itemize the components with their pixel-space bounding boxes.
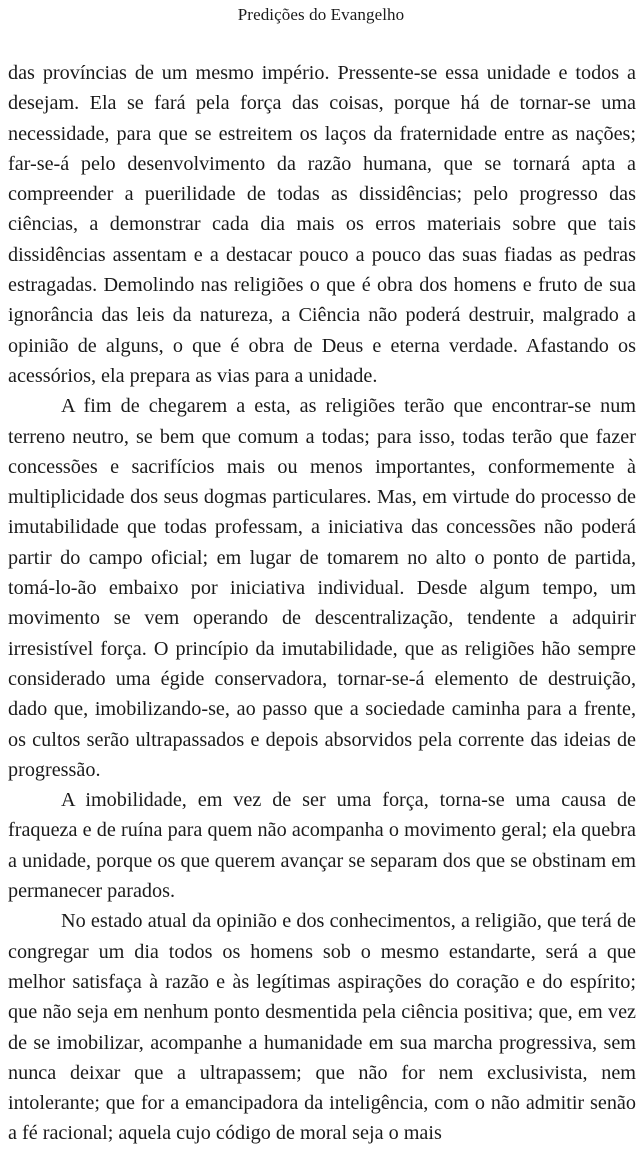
paragraph: No estado atual da opinião e dos conhecimentos, a religião, que terá de congregar um dia todos os homens sob o mesmo estandarte, será a que melhor satisfaça à razão e às legítimas aspirações do coração e do espírito; que não seja em nenhum ponto desmentida pela ciência positiva; que, em vez de se imobilizar, acompanhe a humanidade em sua marcha progressiva, sem nunca deixar que a ultrapassem; que não for nem exclusivista, nem intolerante; que for a emancipadora da inteligência, com o não admitir senão a fé racional; aquela cujo código de moral seja o mais	[8, 910, 636, 1145]
body-text	[8, 58, 636, 1149]
paragraph-continued: das províncias de um mesmo império. Pressente-se essa unidade e todos a desejam. Ela se fará pela força das coisas, porque há de tornar-se uma necessidade, para que se estreitem os laços da fraternidade entre as nações; far-se-á pelo desenvolvimento da razão humana, que se tornará apta a compreender a puerilidade de todas as dissidências; pelo progresso das ciências, a demonstrar cada dia mais os erros materiais sobre que tais dissidências assentam e a destacar pouco a pouco das suas fiadas as pedras estragadas. Demolindo nas religiões o que é obra dos homens e fruto de sua ignorância das leis da natureza, a Ciência não poderá destruir, malgrado a opinião de alguns, o que é obra de Deus e eterna verdade. Afastando os acessórios, ela prepara as vias para a unidade.	[8, 62, 636, 387]
paragraph: A imobilidade, em vez de ser uma força, torna-se uma causa de fraqueza e de ruína para quem não acompanha o movimento geral; ela quebra a unidade, porque os que querem avançar se separam dos que se obstinam em permanecer parados.	[8, 789, 636, 903]
running-header: Predições do Evangelho	[237, 5, 405, 24]
paragraph: A fim de chegarem a esta, as religiões terão que encontrar-se num terreno neutro, se bem que comum a todas; para isso, todas terão que fazer concessões e sacrifícios mais ou menos importantes, conformemente à multiplicidade dos seus dogmas particulares. Mas, em virtude do processo de imutabilidade que todas professam, a iniciativa das concessões não poderá partir do campo oficial; em lugar de tomarem no alto o ponto de partida, tomá-lo-ão embaixo por iniciativa individual. Desde algum tempo, um movimento se vem operando de descentralização, tendente a adquirir irresistível força. O princípio da imutabilidade, que as religiões hão sempre considerado uma égide conservadora, tornar-se-á elemento de destruição, dado que, imobilizando-se, ao passo que a sociedade caminha para a frente, os cultos serão ultrapassados e depois absorvidos pela corrente das ideias de progressão.	[8, 395, 636, 781]
